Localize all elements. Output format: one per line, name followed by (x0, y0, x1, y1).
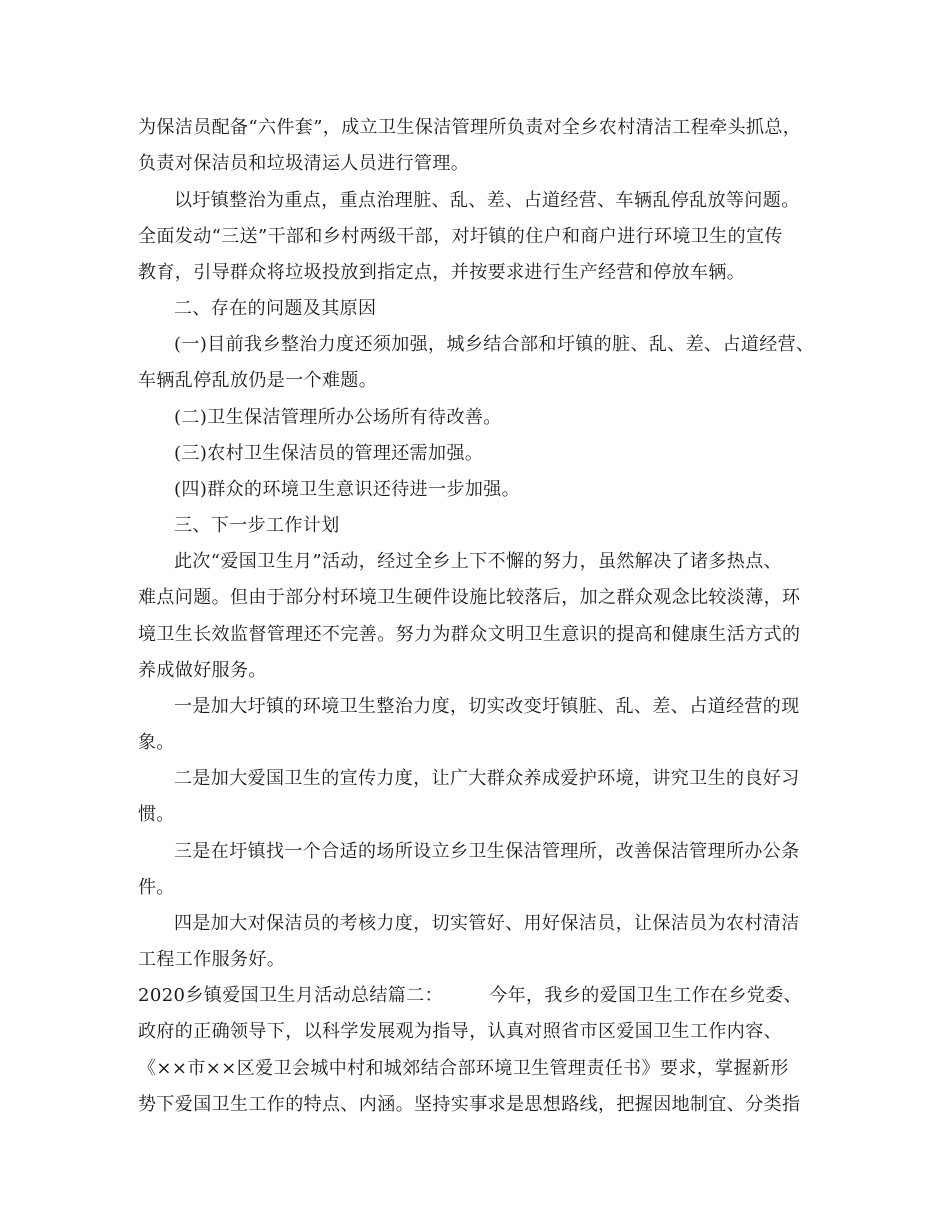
text-line: 2020乡镇爱国卫生月活动总结篇二： 今年，我乡的爱国卫生工作在乡党委、 (138, 985, 803, 1006)
text-line: 养成做好服务。 (138, 660, 267, 681)
text-line: 以圩镇整治为重点，重点治理脏、乱、差、占道经营、车辆乱停乱放等问题。 (174, 190, 800, 211)
text-line: 惯。 (138, 804, 175, 825)
text-line: 三是在圩镇找一个合适的场所设立乡卫生保洁管理所，改善保洁管理所办公条 (174, 841, 800, 862)
text-line: 工程工作服务好。 (138, 949, 286, 970)
text-line: 教育，引导群众将垃圾投放到指定点，并按要求进行生产经营和停放车辆。 (138, 262, 746, 283)
text-line: 车辆乱停乱放仍是一个难题。 (138, 370, 378, 391)
text-line: (三)农村卫生保洁员的管理还需加强。 (174, 443, 484, 464)
text-line: 四是加大对保洁员的考核力度，切实管好、用好保洁员，让保洁员为农村清洁 (174, 913, 800, 934)
text-line: 难点问题。但由于部分村环境卫生硬件设施比较落后，加之群众观念比较淡薄，环 (138, 587, 801, 608)
text-line: 为保洁员配备“六件套”，成立卫生保洁管理所负责对全乡农村清洁工程牵头抓总， (138, 117, 802, 138)
text-line: 负责对保洁员和垃圾清运人员进行管理。 (138, 153, 470, 174)
section-heading: 二、存在的问题及其原因 (174, 298, 377, 319)
text-line: 势下爱国卫生工作的特点、内涵。坚持实事求是思想路线，把握因地制宜、分类指 (138, 1094, 801, 1115)
text-line: 此次“爱国卫生月”活动，经过全乡上下不懈的努力，虽然解决了诸多热点、 (174, 551, 783, 572)
text-line: 件。 (138, 877, 175, 898)
text-line: (四)群众的环境卫生意识还待进一步加强。 (174, 479, 521, 500)
text-line: (二)卫生保洁管理所办公场所有待改善。 (174, 407, 502, 428)
text-line: (一)目前我乡整治力度还须加强，城乡结合部和圩镇的脏、乱、差、占道经营、 (174, 334, 815, 355)
text-line: 二是加大爱国卫生的宣传力度，让广大群众养成爱护环境，讲究卫生的良好习 (174, 768, 800, 789)
text-line: 境卫生长效监督管理还不完善。努力为群众文明卫生意识的提高和健康生活方式的 (138, 624, 801, 645)
text-line: 政府的正确领导下，以科学发展观为指导，认真对照省市区爱国卫生工作内容、 (138, 1021, 782, 1042)
text-line: 象。 (138, 732, 175, 753)
text-line: 一是加大圩镇的环境卫生整治力度，切实改变圩镇脏、乱、差、占道经营的现 (174, 696, 800, 717)
section-heading: 三、下一步工作计划 (174, 515, 340, 536)
text-line: 《××市××区爱卫会城中村和城郊结合部环境卫生管理责任书》要求，掌握新形 (138, 1058, 789, 1079)
text-line: 全面发动“三送”干部和乡村两级干部，对圩镇的住户和商户进行环境卫生的宣传 (138, 226, 783, 247)
